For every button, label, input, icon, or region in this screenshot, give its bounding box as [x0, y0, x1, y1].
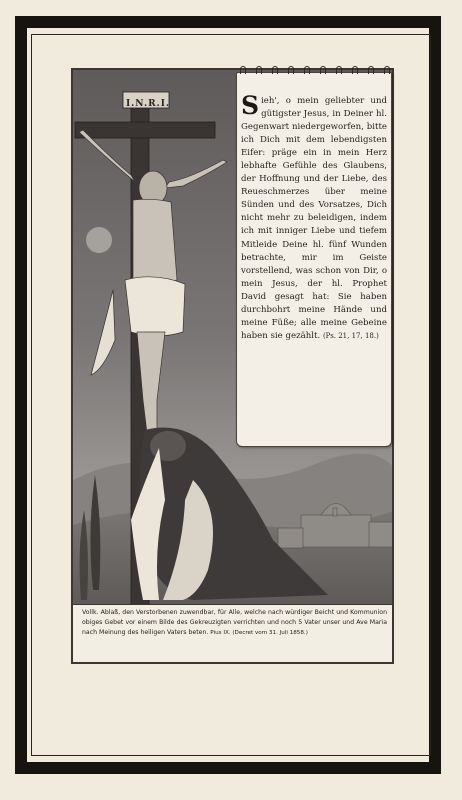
drop-cap-initial: S: [241, 91, 260, 120]
indulgence-text: Vollk. Ablaß, den Verstorbenen zuwendbar, für Alle, welche nach würdiger Beicht und Kommunion obiges Gebet vor einem Bilde des Gekreuzigten verrichten und noch 5 Vater unser und Ave Maria nach Meinung des heiligen Vaters beten.: [82, 609, 387, 637]
papal-decree-signature: Pius IX. (Decret vom 31. Juli 1858.): [210, 630, 308, 637]
prayer-text-block: [241, 91, 387, 343]
scripture-reference: (Ps. 21, 17, 18.): [322, 331, 379, 340]
inri-placard: I.N.R.I.: [125, 99, 171, 109]
indulgence-text-block: [82, 608, 387, 639]
scroll-hooks: [240, 66, 390, 76]
moon-icon: [86, 227, 112, 253]
prayer-text: ieh', o mein geliebter und gütigster Jesus, in Deiner hl. Gegenwart niedergeworfen, bitte ich Dich mit dem lebendigsten Eifer: präge ein in mein Herz lebhafte Gefühle des Glaubens, der Hoffnung und der Liebe, des Reueschmerzes über meine Sünden und des Vorsatzes, Dich nicht mehr zu beleidigen, indem ich mit inniger Liebe und tiefem Mitleide Deine hl. fünf Wunden betrachte, mir im Geiste vorstellend, was schon von Dir, o mein Jesus, der hl. Prophet David gesagt hat: Sie haben durchbohrt meine Hände und meine Füße; alle meine Gebeine haben sie gezählt.: [241, 96, 387, 341]
